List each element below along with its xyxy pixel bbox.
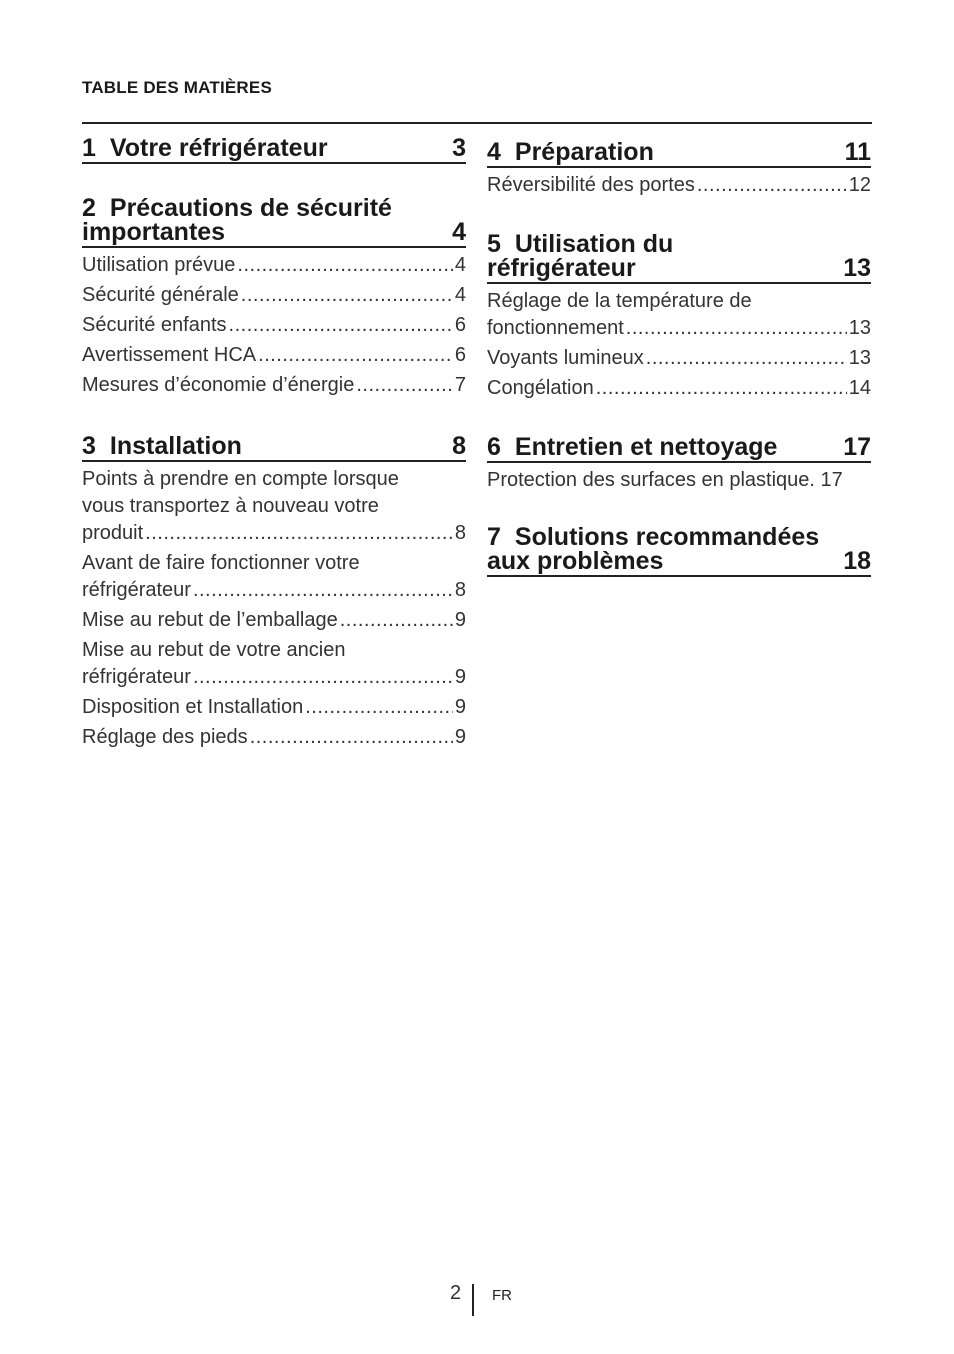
- entry-page: 8: [454, 579, 466, 601]
- toc-section-3[interactable]: [82, 434, 466, 462]
- dot-leader: [241, 282, 453, 309]
- section-title-line1: Utilisation du: [514, 230, 674, 258]
- section-number: 4: [487, 138, 501, 166]
- entry-label: Voyants lumineux: [487, 347, 644, 369]
- dot-leader: [145, 520, 453, 547]
- entry-label: Disposition et Installation: [82, 696, 304, 718]
- toc-entry[interactable]: [82, 637, 466, 691]
- entry-page: 6: [454, 314, 466, 336]
- toc-entry[interactable]: [82, 724, 466, 751]
- toc-entry[interactable]: [82, 550, 466, 604]
- entry-label: produit: [82, 522, 144, 544]
- toc-title: TABLE DES MATIÈRES: [82, 78, 272, 97]
- section-number: 3: [82, 432, 96, 460]
- entry-page: 9: [454, 726, 466, 748]
- entry-label: Réversibilité des portes: [487, 174, 695, 196]
- dot-leader: [193, 664, 453, 691]
- entry-page: 6: [454, 344, 466, 366]
- section-number: 2: [82, 194, 96, 222]
- toc-section-5[interactable]: [487, 232, 871, 284]
- entry-label: Congélation: [487, 377, 594, 399]
- entry-label-line1: Avant de faire fonctionner votre: [82, 552, 360, 574]
- entry-label: Réglage des pieds: [82, 726, 248, 748]
- dot-leader: [646, 345, 847, 372]
- toc-right-column: [487, 134, 871, 577]
- toc-entry[interactable]: [82, 282, 466, 309]
- dot-leader: [258, 342, 453, 369]
- entry-label: Protection des surfaces en plastique. 17: [487, 469, 843, 491]
- entry-page: 4: [454, 254, 466, 276]
- entry-page: 9: [454, 609, 466, 631]
- dot-leader: [596, 375, 847, 402]
- toc-section-6[interactable]: [487, 435, 871, 463]
- entry-label: Sécurité enfants: [82, 314, 227, 336]
- section-title: Entretien et nettoyage: [514, 433, 778, 461]
- toc-left-column: [82, 130, 466, 754]
- dot-leader: [193, 577, 453, 604]
- section-number: 5: [487, 230, 501, 258]
- entry-page: 14: [848, 377, 871, 399]
- entry-label-line1: Points à prendre en compte lorsque: [82, 468, 399, 490]
- footer-divider: [472, 1284, 474, 1316]
- section-title-line2: réfrigérateur: [487, 254, 636, 282]
- entry-label-line1: Mise au rebut de votre ancien: [82, 639, 346, 661]
- entry-page: 9: [454, 666, 466, 688]
- entry-page: 7: [454, 374, 466, 396]
- dot-leader: [626, 315, 847, 342]
- dot-leader: [250, 724, 453, 751]
- page-number: 2: [450, 1282, 462, 1304]
- toc-entry[interactable]: [82, 372, 466, 399]
- section-title-line2: aux problèmes: [487, 547, 664, 575]
- toc-section-4[interactable]: [487, 140, 871, 168]
- toc-entry[interactable]: [487, 288, 871, 342]
- entry-label: réfrigérateur: [82, 666, 191, 688]
- dot-leader: [697, 172, 847, 199]
- section-page: 4: [452, 218, 466, 246]
- top-divider: [82, 122, 872, 124]
- entry-label: Sécurité générale: [82, 284, 239, 306]
- dot-leader: [229, 312, 453, 339]
- entry-page: 13: [848, 347, 871, 369]
- toc-entry[interactable]: [82, 466, 466, 547]
- section-title: Préparation: [514, 138, 654, 166]
- section-4-items: [487, 172, 871, 199]
- toc-section-1[interactable]: [82, 136, 466, 164]
- entry-label: réfrigérateur: [82, 579, 191, 601]
- toc-entry[interactable]: [487, 375, 871, 402]
- entry-label: fonctionnement: [487, 317, 624, 339]
- section-5-items: [487, 288, 871, 402]
- entry-page: 12: [848, 174, 871, 196]
- entry-label-line2: vous transportez à nouveau votre: [82, 495, 379, 517]
- toc-entry[interactable]: [82, 342, 466, 369]
- entry-label-line1: Réglage de la température de: [487, 290, 752, 312]
- section-title: Votre réfrigérateur: [109, 134, 328, 162]
- entry-page: 4: [454, 284, 466, 306]
- entry-page: 9: [454, 696, 466, 718]
- section-number: 6: [487, 433, 501, 461]
- section-6-items: [487, 467, 871, 494]
- section-title-line1: Solutions recommandées: [514, 523, 820, 551]
- dot-leader: [237, 252, 452, 279]
- section-page: 3: [452, 134, 466, 162]
- toc-entry[interactable]: [82, 312, 466, 339]
- entry-label: Utilisation prévue: [82, 254, 236, 276]
- entry-page: 13: [848, 317, 871, 339]
- toc-entry[interactable]: [487, 172, 871, 199]
- toc-entry[interactable]: [82, 252, 466, 279]
- toc-entry[interactable]: [82, 694, 466, 721]
- toc-entry[interactable]: [487, 467, 871, 494]
- entry-label: Mesures d’économie d’énergie: [82, 374, 355, 396]
- section-title-line1: Précautions de sécurité: [109, 194, 392, 222]
- toc-entry[interactable]: [487, 345, 871, 372]
- toc-section-7[interactable]: [487, 525, 871, 577]
- section-title: Installation: [109, 432, 242, 460]
- section-number: 7: [487, 523, 501, 551]
- section-page: 13: [843, 254, 871, 282]
- section-3-items: [82, 466, 466, 751]
- entry-page: 8: [454, 522, 466, 544]
- section-page: 8: [452, 432, 466, 460]
- language-code: FR: [492, 1287, 512, 1304]
- section-page: 11: [844, 138, 871, 166]
- dot-leader: [356, 372, 453, 399]
- section-page: 18: [843, 547, 871, 575]
- dot-leader: [340, 607, 453, 634]
- toc-entry[interactable]: [82, 607, 466, 634]
- section-number: 1: [82, 134, 96, 162]
- section-page: 17: [843, 433, 871, 461]
- dot-leader: [305, 694, 453, 721]
- entry-label: Mise au rebut de l’emballage: [82, 609, 338, 631]
- section-2-items: [82, 252, 466, 399]
- entry-label: Avertissement HCA: [82, 344, 257, 366]
- section-title-line2: importantes: [82, 218, 226, 246]
- toc-section-2[interactable]: [82, 196, 466, 248]
